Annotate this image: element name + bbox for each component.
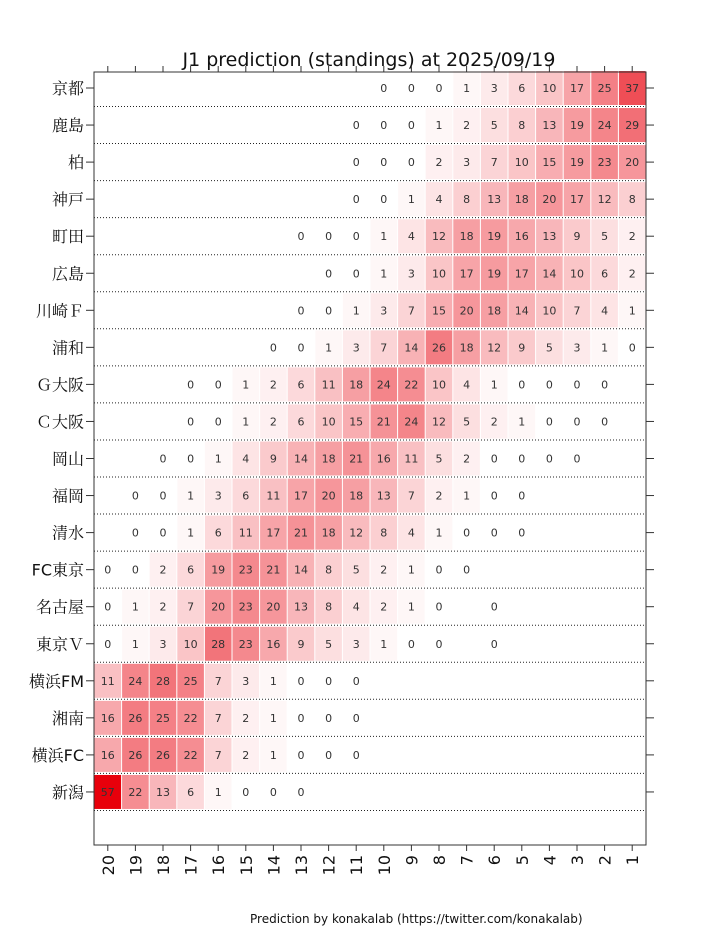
team-label: 広島 [51, 264, 84, 284]
cell-value-label: 14 [294, 563, 308, 577]
cell-value-label: 0 [325, 748, 333, 762]
cell-value-label: 1 [214, 785, 222, 799]
cell-value-label: 0 [435, 637, 443, 651]
cell-value-label: 7 [490, 156, 498, 170]
cell-value-label: 57 [100, 785, 115, 799]
cell-value-label: 19 [570, 119, 584, 133]
cell-value-label: 1 [214, 452, 222, 466]
cell-value-label: 9 [518, 341, 526, 355]
rank-tick-label: 2 [595, 855, 615, 866]
cell-value-label: 6 [187, 563, 195, 577]
cell-value-label: 13 [487, 193, 502, 207]
cell-value-label: 18 [321, 526, 336, 540]
team-label: 浦和 [51, 338, 84, 358]
cell-value-label: 18 [514, 193, 529, 207]
cell-value-label: 6 [187, 785, 195, 799]
rank-tick-label: 5 [512, 855, 532, 866]
cell-value-label: 1 [131, 600, 139, 614]
cell-value-label: 16 [266, 637, 281, 651]
cell-value-label: 8 [380, 526, 388, 540]
cell-value-label: 0 [104, 637, 112, 651]
cell-value-label: 16 [376, 452, 391, 466]
rank-tick-label: 6 [485, 855, 505, 866]
cell-value-label: 19 [570, 156, 584, 170]
cell-value-label: 22 [404, 378, 419, 392]
cell-value-label: 3 [242, 674, 250, 688]
cell-value-label: 2 [242, 711, 250, 725]
cell-value-label: 4 [407, 526, 415, 540]
cell-value-label: 10 [542, 82, 557, 95]
cell-value-label: 5 [325, 637, 333, 651]
cell-value-label: 22 [183, 748, 198, 762]
cell-value-label: 0 [269, 785, 277, 799]
rank-tick-label: 8 [430, 855, 449, 866]
cell-value-label: 1 [380, 267, 388, 281]
cell-value-label: 4 [435, 193, 443, 207]
cell-value-label: 0 [214, 378, 222, 392]
cell-value-label: 2 [628, 267, 636, 281]
chart-title: J1 prediction (standings) at 2025/09/19 [182, 49, 556, 71]
cell-value-label: 1 [325, 341, 333, 355]
cell-value-label: 1 [463, 82, 471, 95]
cell-value-label: 26 [128, 711, 143, 725]
cell-value-label: 0 [490, 526, 498, 540]
team-label: FC東京 [31, 560, 84, 580]
cell-value-label: 13 [294, 600, 308, 614]
rank-tick-label: 20 [98, 855, 118, 876]
cell-value-label: 7 [214, 674, 222, 688]
rank-tick-label: 18 [154, 855, 173, 876]
cell-value-label: 11 [238, 526, 253, 540]
cell-value-label: 1 [463, 489, 471, 503]
cell-value-label: 0 [352, 230, 360, 244]
cell-value-label: 0 [545, 378, 553, 392]
cell-value-label: 2 [242, 748, 250, 762]
cell-value-label: 2 [269, 378, 277, 392]
cell-value-label: 5 [352, 563, 360, 577]
cell-value-label: 23 [238, 600, 253, 614]
cell-value-label: 5 [545, 341, 553, 355]
cell-value-label: 0 [242, 785, 250, 799]
plot-frame [94, 72, 646, 845]
cell-value-label: 26 [156, 748, 170, 762]
cell-value-label: 0 [490, 600, 498, 614]
cell-value-label: 18 [459, 341, 474, 355]
cell-value-label: 0 [104, 600, 112, 614]
cell-value-label: 5 [601, 230, 609, 244]
cell-value-label: 11 [266, 489, 281, 503]
rank-tick-label: 3 [568, 855, 587, 866]
cell-value-label: 14 [404, 341, 419, 355]
cell-value-label: 1 [187, 526, 195, 540]
team-label: 清水 [51, 523, 84, 543]
cell-value-label: 0 [407, 119, 415, 133]
rank-tick-label: 16 [209, 855, 229, 876]
cell-value-label: 0 [297, 785, 305, 799]
cell-value-label: 0 [518, 452, 526, 466]
cell-value-label: 6 [242, 489, 250, 503]
team-label: 神戸 [51, 190, 84, 210]
rank-tick-label: 11 [347, 855, 367, 876]
team-label: Ｃ大阪 [35, 412, 84, 432]
cell-value-label: 14 [294, 452, 308, 466]
cell-value-label: 0 [380, 119, 388, 133]
cell-value-label: 21 [376, 415, 391, 429]
cell-value-label: 1 [380, 637, 388, 651]
cell-value-label: 10 [542, 304, 557, 318]
cell-value-label: 3 [490, 82, 498, 95]
cell-value-label: 11 [321, 378, 336, 392]
cell-value-label: 13 [156, 785, 170, 799]
cell-value-label: 2 [463, 119, 471, 133]
cell-value-label: 12 [597, 193, 612, 207]
cell-value-label: 3 [407, 267, 415, 281]
footer-credit: Prediction by konakalab (https://twitter.com/konakalab) [250, 912, 583, 926]
cell-value-label: 4 [242, 452, 250, 466]
cell-value-label: 8 [325, 600, 333, 614]
cell-value-label: 0 [407, 82, 415, 95]
team-label: 川崎Ｆ [35, 301, 84, 321]
cell-value-label: 20 [459, 304, 474, 318]
cell-value-label: 0 [518, 489, 526, 503]
cell-value-label: 17 [570, 82, 584, 95]
cell-value-label: 18 [459, 230, 474, 244]
cell-value-label: 24 [128, 674, 143, 688]
cell-value-label: 0 [131, 526, 139, 540]
cell-value-label: 0 [407, 637, 415, 651]
cell-value-label: 0 [352, 711, 360, 725]
cell-value-label: 9 [297, 637, 305, 651]
cell-value-label: 0 [435, 563, 443, 577]
cell-value-label: 0 [297, 711, 305, 725]
cell-value-label: 5 [490, 119, 498, 133]
cell-value-label: 12 [432, 415, 446, 429]
cell-value-label: 21 [266, 563, 281, 577]
cell-value-label: 1 [435, 119, 443, 133]
cell-value-label: 15 [432, 304, 446, 318]
cell-value-label: 2 [380, 563, 388, 577]
rank-tick-label: 12 [319, 855, 339, 876]
cell-value-label: 18 [349, 378, 364, 392]
cell-value-label: 13 [376, 489, 391, 503]
cell-value-label: 24 [404, 415, 419, 429]
cell-value-label: 0 [131, 489, 139, 503]
cell-value-label: 3 [463, 156, 471, 170]
cell-value-label: 17 [294, 489, 308, 503]
cell-value-label: 0 [187, 378, 195, 392]
team-label: 鹿島 [51, 116, 84, 136]
cell-value-label: 0 [297, 230, 305, 244]
cell-value-label: 0 [269, 341, 277, 355]
cell-value-label: 19 [487, 267, 502, 281]
cell-value-label: 0 [352, 674, 360, 688]
cell-value-label: 0 [159, 452, 167, 466]
cell-value-label: 0 [518, 378, 526, 392]
cell-value-label: 1 [269, 711, 277, 725]
cell-value-label: 20 [266, 600, 281, 614]
rank-tick-label: 15 [236, 855, 256, 876]
cell-value-label: 20 [211, 600, 226, 614]
team-label: 新潟 [51, 782, 84, 802]
cell-value-label: 0 [573, 452, 581, 466]
cell-value-label: 25 [156, 711, 170, 725]
cell-value-label: 0 [297, 674, 305, 688]
cell-value-label: 3 [214, 489, 222, 503]
cell-value-label: 0 [518, 526, 526, 540]
cell-value-label: 26 [128, 748, 143, 762]
cell-value-label: 17 [514, 267, 529, 281]
cell-value-label: 21 [294, 526, 308, 540]
rank-tick-label: 10 [374, 855, 394, 876]
cell-value-label: 2 [628, 230, 636, 244]
cell-value-label: 3 [380, 304, 388, 318]
cell-value-label: 16 [100, 711, 115, 725]
cell-value-label: 2 [380, 600, 388, 614]
team-label: 岡山 [51, 449, 84, 469]
cell-value-label: 13 [542, 230, 557, 244]
cell-value-label: 18 [349, 489, 364, 503]
cell-value-label: 0 [380, 82, 388, 95]
rank-tick-label: 1 [623, 855, 643, 866]
cell-value-label: 3 [352, 341, 360, 355]
cell-value-label: 13 [542, 119, 557, 133]
cell-value-label: 6 [297, 378, 305, 392]
cell-value-label: 25 [597, 82, 612, 95]
cell-value-label: 15 [542, 156, 557, 170]
cell-value-label: 4 [352, 600, 360, 614]
cell-value-label: 0 [325, 711, 333, 725]
cell-value-label: 0 [352, 193, 360, 207]
cell-value-label: 10 [432, 378, 446, 392]
cell-value-label: 19 [211, 563, 226, 577]
cell-value-label: 12 [432, 230, 446, 244]
cell-value-label: 0 [435, 82, 443, 95]
team-label: 名古屋 [35, 597, 84, 617]
cell-value-label: 24 [376, 378, 391, 392]
rank-tick-label: 9 [402, 855, 422, 866]
cell-value-label: 0 [131, 563, 139, 577]
cell-value-label: 0 [380, 193, 388, 207]
cell-value-label: 1 [131, 637, 139, 651]
cell-value-label: 0 [325, 230, 333, 244]
cell-value-label: 0 [297, 748, 305, 762]
cell-value-label: 12 [349, 526, 364, 540]
cell-value-label: 16 [100, 748, 115, 762]
cell-value-label: 0 [187, 415, 195, 429]
cell-value-label: 2 [269, 415, 277, 429]
cell-value-label: 6 [297, 415, 305, 429]
cell-value-label: 0 [490, 489, 498, 503]
cell-value-label: 0 [573, 415, 581, 429]
cell-value-label: 9 [269, 452, 277, 466]
cell-value-label: 0 [214, 415, 222, 429]
cell-value-label: 0 [490, 637, 498, 651]
rank-tick-label: 17 [181, 855, 201, 876]
cell-value-label: 0 [463, 563, 471, 577]
cell-value-label: 7 [187, 600, 195, 614]
cell-value-label: 7 [407, 489, 415, 503]
cell-value-label: 8 [325, 563, 333, 577]
cell-value-label: 10 [570, 267, 584, 281]
cell-value-label: 3 [573, 341, 581, 355]
team-label: 東京Ｖ [35, 634, 84, 654]
cell-value-label: 10 [514, 156, 529, 170]
cell-value-label: 3 [159, 637, 167, 651]
cell-value-label: 7 [214, 711, 222, 725]
cell-value-label: 5 [435, 452, 443, 466]
cell-value-label: 21 [349, 452, 364, 466]
cell-value-label: 24 [597, 119, 612, 133]
cell-value-label: 0 [325, 674, 333, 688]
cell-value-label: 15 [349, 415, 364, 429]
cell-value-label: 2 [463, 452, 471, 466]
cell-value-label: 0 [628, 341, 636, 355]
cell-value-label: 0 [159, 526, 167, 540]
cell-value-label: 0 [545, 452, 553, 466]
cell-value-label: 1 [407, 563, 415, 577]
cell-value-label: 7 [573, 304, 581, 318]
cell-value-label: 22 [128, 785, 143, 799]
team-label: 柏 [67, 153, 84, 173]
cell-value-label: 0 [573, 378, 581, 392]
cell-value-label: 1 [490, 378, 498, 392]
cell-value-label: 7 [380, 341, 388, 355]
cell-value-label: 25 [183, 674, 198, 688]
rank-tick-label: 14 [264, 855, 284, 876]
rank-tick-label: 7 [457, 855, 477, 866]
cell-value-label: 0 [380, 156, 388, 170]
cell-value-label: 0 [325, 267, 333, 281]
cell-value-label: 11 [404, 452, 419, 466]
rank-tick-label: 4 [540, 855, 560, 866]
cell-value-label: 0 [104, 563, 112, 577]
team-label: 横浜FC [31, 745, 84, 765]
cell-value-label: 1 [407, 600, 415, 614]
cell-value-label: 29 [625, 119, 640, 133]
cell-value-label: 1 [435, 526, 443, 540]
cell-value-label: 1 [352, 304, 360, 318]
rank-tick-label: 19 [126, 855, 146, 876]
cell-value-label: 28 [156, 674, 170, 688]
team-label: 福岡 [51, 486, 84, 506]
cell-value-label: 23 [238, 637, 253, 651]
cell-value-label: 7 [407, 304, 415, 318]
cell-value-label: 14 [514, 304, 529, 318]
rank-tick-label: 13 [292, 855, 311, 876]
cell-value-label: 0 [297, 304, 305, 318]
cell-value-label: 0 [159, 489, 167, 503]
cell-value-label: 3 [352, 637, 360, 651]
cell-value-label: 23 [238, 563, 253, 577]
grid-layer [94, 107, 646, 811]
cell-value-label: 22 [183, 711, 198, 725]
cell-value-label: 17 [459, 267, 474, 281]
cell-value-label: 18 [321, 452, 336, 466]
cell-value-label: 9 [573, 230, 581, 244]
cell-value-label: 1 [601, 341, 609, 355]
cell-value-label: 5 [463, 415, 471, 429]
cell-value-label: 0 [463, 526, 471, 540]
cell-value-label: 4 [463, 378, 471, 392]
cell-value-label: 1 [269, 674, 277, 688]
cell-value-label: 1 [187, 489, 195, 503]
cell-value-label: 20 [625, 156, 640, 170]
cell-value-label: 1 [407, 193, 415, 207]
cell-value-label: 10 [321, 415, 336, 429]
cell-value-label: 0 [187, 452, 195, 466]
cell-value-label: 1 [242, 415, 250, 429]
cell-value-label: 0 [352, 267, 360, 281]
cell-value-label: 1 [242, 378, 250, 392]
cell-value-label: 0 [407, 156, 415, 170]
cell-value-label: 17 [266, 526, 281, 540]
cell-value-label: 8 [518, 119, 526, 133]
cell-value-label: 19 [487, 230, 502, 244]
team-label: 横浜FM [28, 671, 84, 691]
team-label: 京都 [51, 79, 84, 98]
cell-value-label: 14 [542, 267, 557, 281]
cell-value-label: 0 [352, 119, 360, 133]
cell-value-label: 0 [352, 748, 360, 762]
cell-value-label: 2 [435, 489, 443, 503]
cell-value-label: 20 [321, 489, 336, 503]
cell-value-label: 8 [628, 193, 636, 207]
cell-value-label: 10 [432, 267, 446, 281]
cell-value-label: 0 [297, 341, 305, 355]
cell-value-label: 18 [487, 304, 502, 318]
cell-value-label: 20 [542, 193, 557, 207]
cell-value-label: 4 [601, 304, 609, 318]
cell-value-label: 4 [407, 230, 415, 244]
cell-value-label: 2 [159, 563, 167, 577]
team-label: 湘南 [51, 708, 84, 728]
cell-value-label: 6 [601, 267, 609, 281]
cell-value-label: 28 [211, 637, 226, 651]
cell-value-label: 8 [463, 193, 471, 207]
cell-value-label: 6 [214, 526, 222, 540]
cell-value-label: 2 [490, 415, 498, 429]
cell-value-label: 11 [100, 674, 115, 688]
cell-value-label: 7 [214, 748, 222, 762]
cell-value-label: 16 [514, 230, 529, 244]
cell-value-label: 1 [518, 415, 526, 429]
cell-value-label: 1 [628, 304, 636, 318]
cell-value-label: 37 [625, 82, 640, 95]
cell-value-label: 1 [380, 230, 388, 244]
cell-value-label: 2 [159, 600, 167, 614]
cell-value-label: 0 [352, 156, 360, 170]
cell-value-label: 0 [545, 415, 553, 429]
cell-value-label: 6 [518, 82, 526, 95]
cell-value-label: 0 [601, 415, 609, 429]
cell-value-label: 0 [325, 304, 333, 318]
cell-value-label: 10 [183, 637, 198, 651]
cell-value-label: 23 [597, 156, 612, 170]
cell-value-label: 12 [487, 341, 502, 355]
cell-value-label: 2 [435, 156, 443, 170]
cell-value-label: 0 [601, 378, 609, 392]
cell-value-label: 1 [269, 748, 277, 762]
cell-value-label: 0 [435, 600, 443, 614]
team-label: 町田 [51, 227, 84, 247]
team-label: Ｇ大阪 [35, 375, 84, 395]
cell-value-label: 26 [432, 341, 446, 355]
cell-value-label: 17 [570, 193, 584, 207]
cell-value-label: 0 [490, 452, 498, 466]
